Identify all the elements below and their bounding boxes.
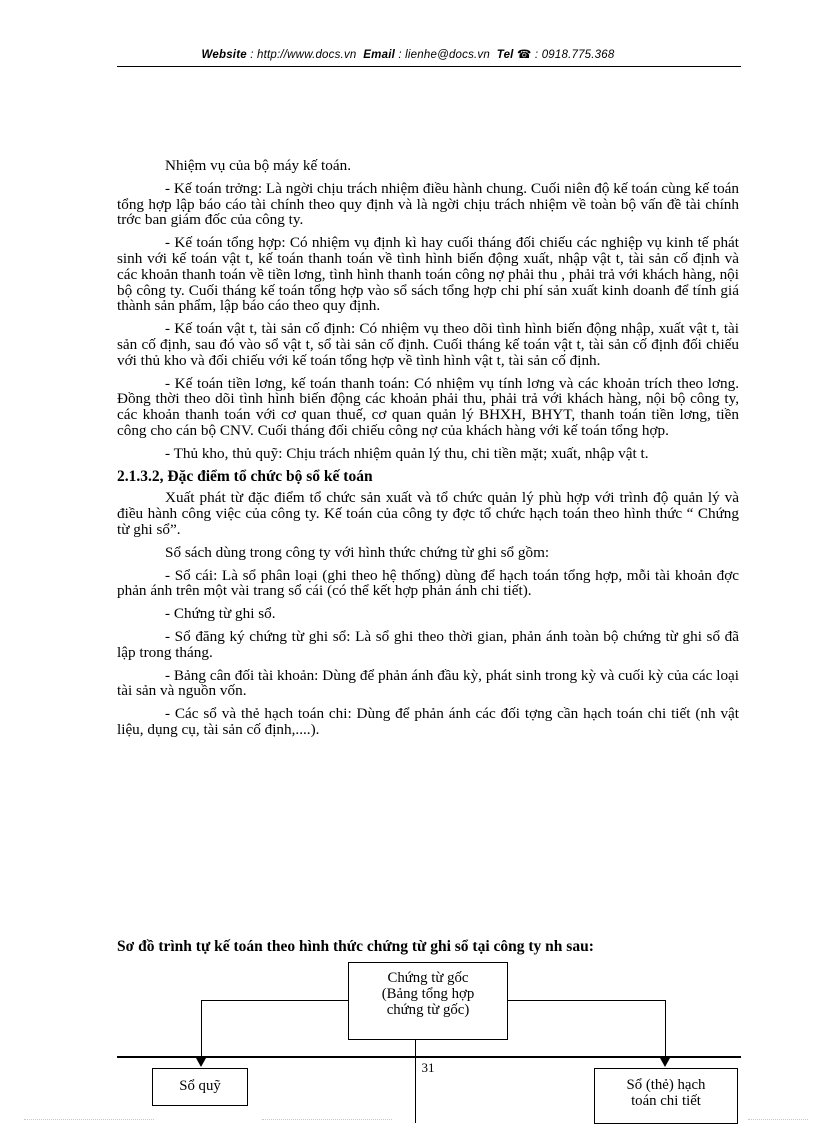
tel-value: 0918.775.368 — [541, 49, 615, 61]
paragraph: - Kế toán trởng: Là ngời chịu trách nhiệm điều hành chung. Cuối niên độ kế toán cùng kế toán tổng hợp lập báo cáo tài chính theo quy định và là ngời chịu trách nhiệm về toàn bộ vấn đề tài chính trớc ban giám đốc của công ty. — [117, 179, 739, 229]
box-line: chứng từ gốc) — [386, 1002, 470, 1018]
document-body — [117, 158, 739, 745]
connector-right-horizontal — [508, 1000, 666, 1001]
page-header: Website : http://www.docs.vn Email : lienhe@docs.vn Tel ☎ : 0918.775.368 — [201, 49, 615, 61]
paragraph: - Sổ đăng ký chứng từ ghi sổ: Là sổ ghi theo thời gian, phản ánh toàn bộ chứng từ ghi sổ đã lập trong tháng. — [117, 627, 739, 661]
bottom-dotted-rule — [24, 1119, 154, 1120]
website-link[interactable]: http://www.docs.vn — [257, 49, 357, 61]
arrow-down-icon — [660, 1058, 670, 1067]
page-number: 31 — [421, 1060, 435, 1075]
telephone-icon: ☎ — [516, 49, 532, 61]
detail-ledger-box — [594, 1068, 738, 1124]
paragraph: - Kế toán vật t, tài sản cố định: Có nhiệm vụ theo dõi tình hình biến động nhập, xuất vật t, tài sản cố định, sau đó vào sổ vật t, sổ tài sản cố định. Cuối tháng kế toán vật t, tài sản cố định đối chiếu với thủ kho và đối chiếu với kế toán tổng hợp về tình hình vật t, tài sản cố định. — [117, 320, 739, 369]
cash-book-box — [152, 1068, 248, 1106]
box-line: Sổ (thẻ) hạch — [626, 1077, 706, 1093]
connector-left-horizontal — [201, 1000, 348, 1001]
connector-right-vertical — [665, 1000, 666, 1060]
box-line: Sổ quỹ — [179, 1078, 221, 1094]
paragraph: - Các sổ và thẻ hạch toán chi: Dùng để phản ánh các đối tợng cần hạch toán chi tiết (nh vật liệu, dụng cụ, tài sản cố định,....). — [117, 705, 739, 738]
paragraph: Sổ sách dùng trong công ty với hình thức chứng từ ghi sổ gồm: — [165, 543, 550, 561]
origin-document-box — [348, 962, 508, 1040]
diagram-title: Sơ đồ trình tự kế toán theo hình thức chứng từ ghi sổ tại công ty nh sau: — [117, 938, 594, 955]
tel-label: Tel — [496, 49, 514, 61]
paragraph: Xuất phát từ đặc điểm tổ chức sản xuất và tổ chức quản lý phù hợp với trình độ quản lý và điều hành công việc của công ty. Kế toán của công ty đợc tổ chức hạch toán theo hình thức “ Chứng từ ghi sổ”. — [117, 489, 739, 538]
website-label: Website — [201, 49, 247, 61]
bottom-dotted-rule — [262, 1119, 392, 1120]
paragraph: - Chứng từ ghi sổ. — [165, 605, 276, 623]
box-line: Chứng từ gốc — [387, 970, 469, 986]
email-link[interactable]: lienhe@docs.vn — [405, 49, 490, 61]
paragraph: - Kế toán tiền lơng, kế toán thanh toán: Có nhiệm vụ tính lơng và các khoản trích theo lơng. Đồng thời theo dõi tình hình biến động các khoản phải thu, phải trả với khách hàng, nội bộ công ty, các khoản thanh toán với cơ quan thuế, cơ quan quản lý BHXH, BHYT, thanh toán tiền lơng, tiền công cho cán bộ CNV. Cuối tháng đối chiếu công nợ của khách hàng với kế toán tổng hợp. — [117, 374, 739, 439]
paragraph: - Kế toán tổng hợp: Có nhiệm vụ định kì hay cuối tháng đối chiếu các nghiệp vụ kinh tế phát sinh với kế toán vật t, kế toán thanh toán về tình hình biến động xuất, nhập vật t, tài sản cố định và các khoản thanh toán về tiền lơng, tình hình thanh toán công nợ phải thu , phải trả với khách hàng, nội bộ công ty. Cuối tháng kế toán tổng hợp vào sổ sách tổng hợp chi phí sản xuất kinh doanh để tính giá thành sản phẩm, lập báo cáo theo quy định. — [117, 234, 739, 315]
paragraph: - Thủ kho, thủ quỹ: Chịu trách nhiệm quản lý thu, chi tiền mặt; xuất, nhập vật t. — [165, 444, 649, 462]
arrow-down-icon — [196, 1058, 206, 1067]
page-footer-rule — [117, 1056, 741, 1058]
bottom-dotted-rule — [748, 1119, 808, 1120]
email-label: Email — [363, 49, 395, 61]
header-divider — [117, 66, 741, 67]
box-line: toán chi tiết — [631, 1093, 701, 1109]
paragraph: - Bảng cân đối tài khoản: Dùng để phản ánh đầu kỳ, phát sinh trong kỳ và cuối kỳ của các loại tài sản và nguồn vốn. — [117, 666, 739, 700]
connector-center-vertical — [415, 1040, 416, 1123]
paragraph: - Sổ cái: Là sổ phân loại (ghi theo hệ thống) dùng để hạch toán tổng hợp, mỗi tài khoản đợc phản ánh trên một vài trang sổ cái (có thể kết hợp phản ánh chi tiết). — [117, 566, 739, 600]
box-line: (Bảng tổng hợp — [381, 986, 475, 1002]
connector-left-vertical — [201, 1000, 202, 1060]
section-heading: 2.1.3.2, Đặc điểm tổ chức bộ sổ kế toán — [117, 467, 373, 485]
paragraph: Nhiệm vụ của bộ máy kế toán. — [165, 157, 351, 174]
